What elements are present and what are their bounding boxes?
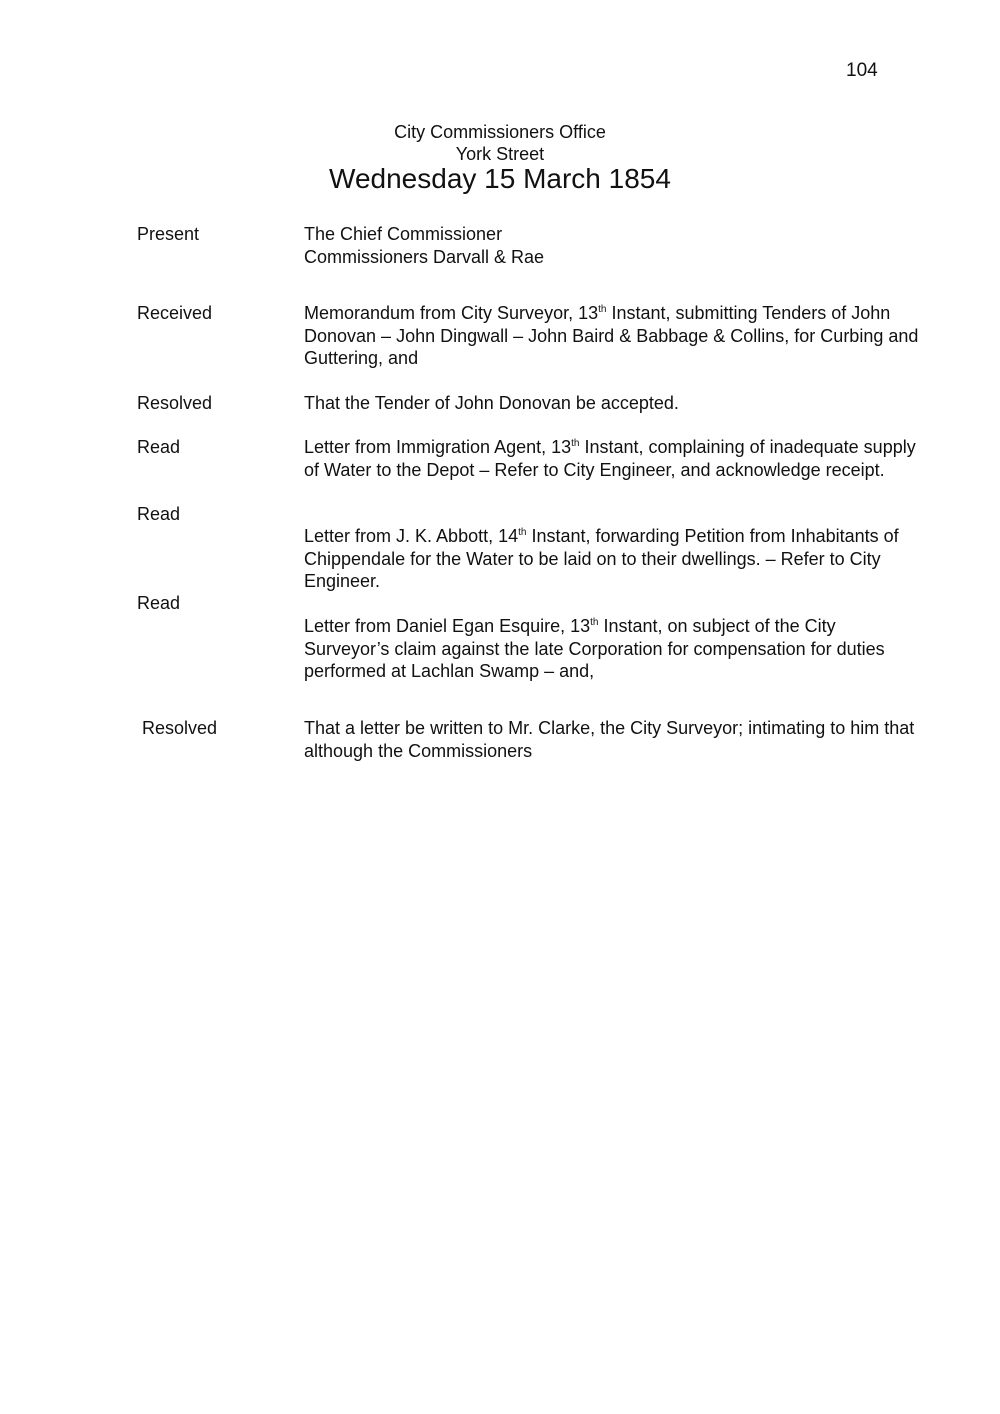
resolved-entry-1: That the Tender of John Donovan be accepted. bbox=[304, 393, 679, 413]
document-header bbox=[0, 121, 1000, 165]
read-label-1: Read bbox=[137, 437, 181, 457]
read-entry-1 bbox=[304, 436, 924, 481]
read1-ordinal: th bbox=[571, 438, 580, 449]
present-entry bbox=[304, 223, 924, 268]
received-entry bbox=[304, 302, 924, 370]
read1-text-b: Instant, complaining of inadequate supply of Water to the Depot – Refer to City Engineer, and acknowledge receipt. bbox=[304, 437, 916, 480]
received-ordinal: th bbox=[598, 304, 607, 315]
read-entry-3 bbox=[304, 615, 924, 683]
read2-text-b: Instant, forwarding Petition from Inhabitants of Chippendale for the Water to be laid on to their dwellings. – Refer to City Engineer. bbox=[304, 526, 899, 591]
read3-text-b: Instant, on subject of the City Surveyor’s claim against the late Corporation for compensation for duties performed at Lachlan Swamp – and, bbox=[304, 616, 885, 681]
office-name: City Commissioners Office bbox=[394, 122, 606, 142]
read2-ordinal: th bbox=[518, 527, 527, 538]
read-entry-2 bbox=[304, 525, 924, 593]
read-label-2: Read bbox=[137, 504, 181, 524]
present-label: Present bbox=[137, 224, 200, 244]
read2-text-a: Letter from J. K. Abbott, 14 bbox=[304, 526, 519, 546]
page-number: 104 bbox=[846, 60, 878, 81]
read3-ordinal: th bbox=[590, 617, 599, 628]
read1-text-a: Letter from Immigration Agent, 13 bbox=[304, 437, 572, 457]
present-line-1: The Chief Commissioner bbox=[304, 224, 503, 244]
resolved-label-1: Resolved bbox=[137, 393, 213, 413]
received-label: Received bbox=[137, 303, 213, 323]
meeting-date-title: Wednesday 15 March 1854 bbox=[329, 163, 671, 194]
read-label-3: Read bbox=[137, 593, 181, 613]
received-text-b: Instant, submitting Tenders of John Donovan – John Dingwall – John Baird & Babbage & Collins, for Curbing and Guttering, and bbox=[304, 303, 919, 368]
read3-text-a: Letter from Daniel Egan Esquire, 13 bbox=[304, 616, 591, 636]
resolved-entry-2: That a letter be written to Mr. Clarke, the City Surveyor; intimating to him that although the Commissioners bbox=[304, 718, 915, 761]
street-name: York Street bbox=[455, 144, 545, 164]
present-line-2: Commissioners Darvall & Rae bbox=[304, 246, 545, 267]
received-text-a: Memorandum from City Surveyor, 13 bbox=[304, 303, 599, 323]
resolved-label-2: Resolved bbox=[142, 718, 218, 738]
